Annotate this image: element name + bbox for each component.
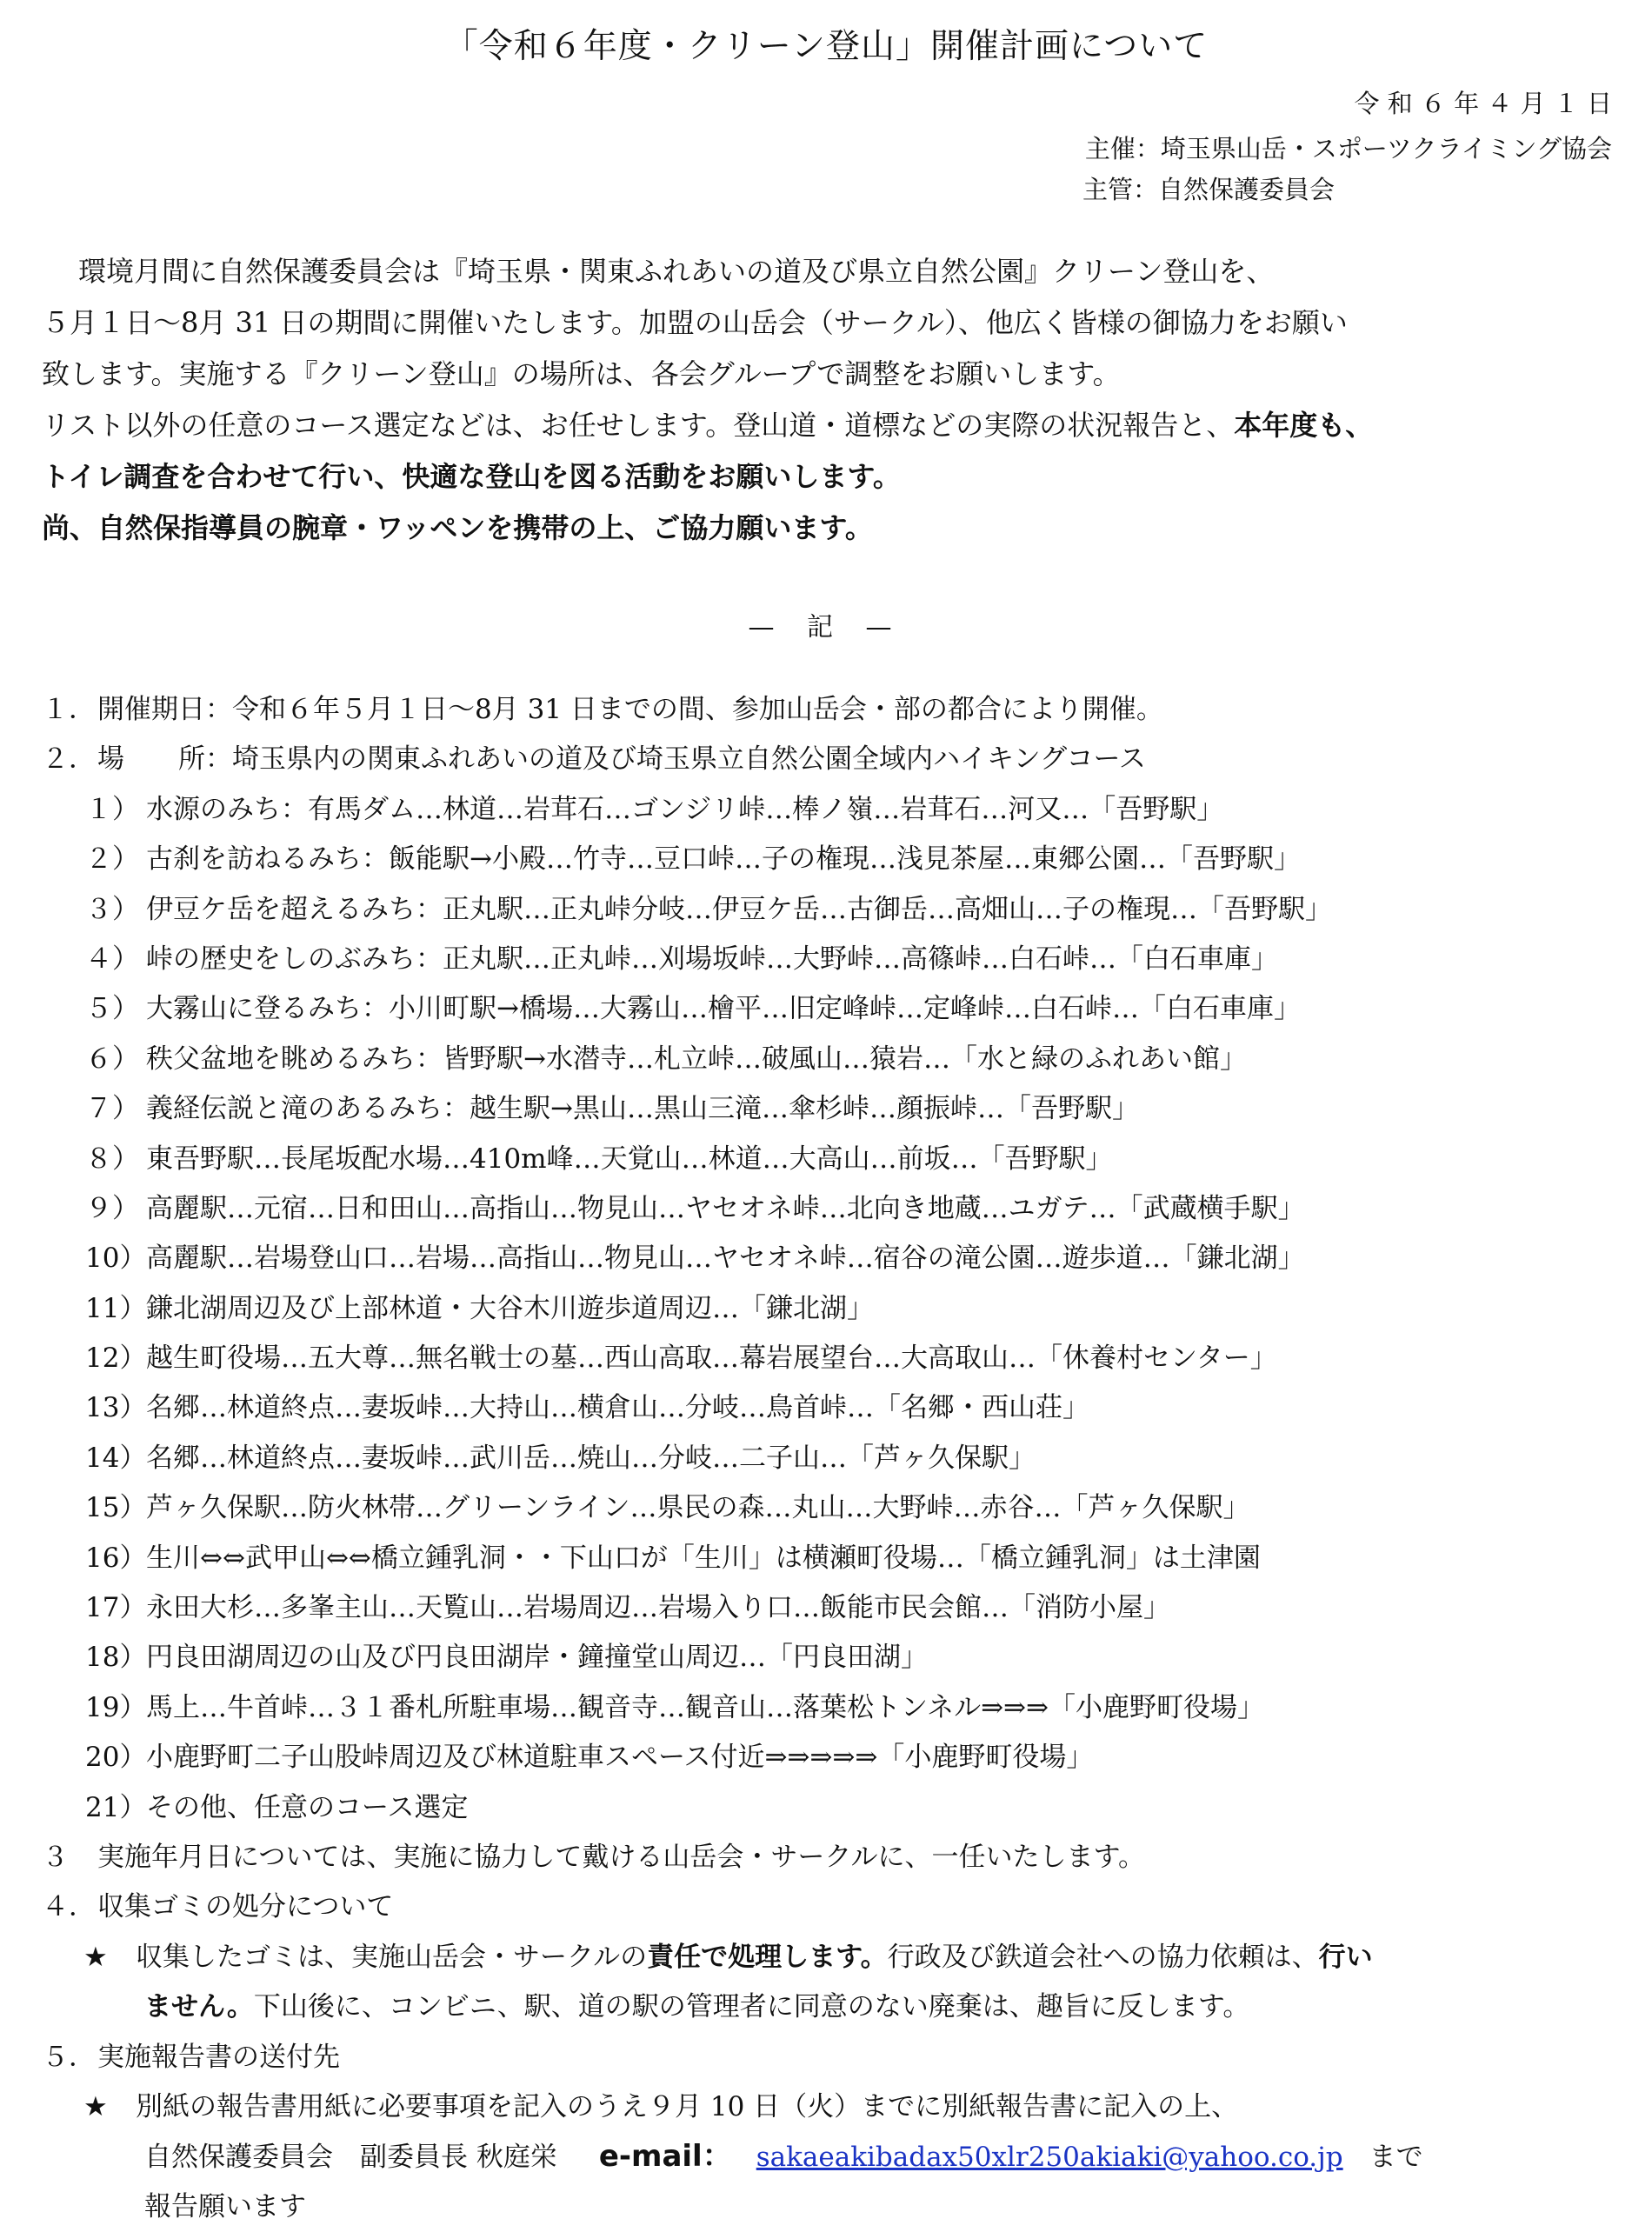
course-number: １） — [85, 793, 139, 825]
course-text: 小鹿野町二子山股峠周辺及び林道駐車スペース付近⇒⇒⇒⇒⇒「小鹿野町役場」 — [146, 1742, 1094, 1774]
garbage-text: 行政及び鉄道会社への協力依頼は、 — [887, 1941, 1319, 1973]
course-text: 水源のみち：有馬ダム…林道…岩茸石…ゴンジリ峠…棒ノ嶺…岩茸石…河又…「吾野駅」 — [146, 793, 1224, 825]
intro-line — [42, 400, 1624, 451]
course-number: ２） — [85, 843, 139, 876]
course-item — [42, 1135, 1624, 1184]
course-item — [42, 1583, 1624, 1633]
garbage-bold-text: 行い — [1318, 1941, 1373, 1973]
intro-line: 環境月間に自然保護委員会は『埼玉県・関東ふれあいの道及び県立自然公園』クリーン登山を、 — [78, 255, 1275, 288]
report-closing: 報告願います — [144, 2190, 306, 2222]
course-item — [42, 1534, 1624, 1583]
section-number: ２． — [42, 743, 96, 776]
course-item — [42, 1434, 1624, 1483]
course-number: 12） — [85, 1343, 147, 1375]
section-text: 実施年月日については、実施に協力して戴ける山岳会・サークルに、一任いたします。 — [97, 1841, 1145, 1873]
course-number: ６） — [85, 1043, 139, 1075]
course-number: 11） — [85, 1292, 147, 1324]
course-number: 20） — [85, 1742, 147, 1774]
course-number: 13） — [85, 1392, 147, 1424]
course-text: 大霧山に登るみち：小川町駅→橋場…大霧山…檜平…旧定峰峠…定峰峠…白石峠…「白石車庫」 — [146, 993, 1301, 1025]
section-garbage — [42, 1882, 1624, 1932]
report-text: 別紙の報告書用紙に必要事項を記入のうえ９月 10 日（火）までに別紙報告書に記入の上、 — [136, 2090, 1239, 2122]
course-text: 名郷…林道終点…妻坂峠…大持山…横倉山…分岐…鳥首峠…「名郷・西山荘」 — [146, 1392, 1089, 1424]
course-text: 高麗駅…岩場登山口…岩場…高指山…物見山…ヤセオネ峠…宿谷の滝公園…遊歩道…「鎌北湖」 — [146, 1243, 1305, 1275]
email-link[interactable]: sakaeakibadax50xlr250akiaki@yahoo.co.jp — [756, 2142, 1343, 2174]
course-text: 東吾野駅…長尾坂配水場…410m峰…天覚山…林道…大高山…前坂…「吾野駅」 — [146, 1143, 1113, 1175]
section-report — [42, 2033, 1624, 2082]
course-text: 越生町役場…五大尊…無名戦士の墓…西山高取…幕岩展望台…大高取山…「休養村センター」 — [146, 1343, 1277, 1375]
email-label: e‐mail： — [598, 2139, 732, 2175]
course-text: 義経伝説と滝のあるみち：越生駅→黒山…黒山三滝…傘杉峠…顔振峠…「吾野駅」 — [146, 1093, 1139, 1125]
course-item — [42, 1084, 1624, 1134]
course-number: ５） — [85, 993, 139, 1025]
document-title: 「令和６年度・クリーン登山」開催計画について — [443, 27, 1209, 66]
course-item — [42, 835, 1624, 884]
section-text: 開催期日：令和６年５月１日～8月 31 日までの間、参加山岳会・部の都合により開催。 — [97, 694, 1163, 725]
course-item — [42, 1633, 1624, 1682]
section-number: １． — [42, 694, 96, 725]
course-item — [42, 785, 1624, 835]
course-item — [42, 1733, 1624, 1782]
course-text: 峠の歴史をしのぶみち：正丸駅…正丸峠…刈場坂峠…大野峠…高篠峠…白石峠…「白石車庫」 — [146, 943, 1278, 975]
course-text: 名郷…林道終点…妻坂峠…武川岳…焼山…分岐…二子山…「芦ヶ久保駅」 — [146, 1442, 1036, 1474]
section-text: 収集ゴミの処分について — [97, 1891, 394, 1923]
course-item — [42, 1234, 1624, 1283]
course-text: 永田大杉…多峯主山…天覧山…岩場周辺…岩場入り口…飯能市民会館…「消防小屋」 — [146, 1592, 1170, 1624]
course-number: 19） — [85, 1691, 147, 1723]
garbage-bold-text: 責任で処理します。 — [647, 1941, 888, 1973]
course-number: ８） — [85, 1143, 139, 1175]
course-item — [42, 1284, 1624, 1334]
intro-bold-text: 本年度も、 — [1234, 409, 1374, 442]
report-note — [42, 2082, 1624, 2132]
star-icon: ★ — [83, 2090, 108, 2122]
course-list — [42, 785, 1624, 1833]
section-number: ４． — [42, 1891, 96, 1923]
course-number: 17） — [85, 1592, 147, 1624]
intro-bold-line: 尚、自然保指導員の腕章・ワッペンを携帯の上、ご協力願います。 — [42, 511, 873, 544]
course-number: 10） — [85, 1243, 147, 1275]
intro-text: リスト以外の任意のコース選定などは、お任せします。登山道・道標などの実際の状況報告と、 — [42, 409, 1235, 442]
section-number: ３ — [42, 1841, 69, 1873]
star-icon: ★ — [83, 1941, 108, 1973]
course-item — [42, 885, 1624, 935]
organizer: 主催：埼玉県山岳・スポーツクライミング協会 — [1084, 134, 1612, 163]
garbage-note — [42, 1933, 1624, 1982]
course-item — [42, 1383, 1624, 1433]
course-number: 21） — [85, 1791, 147, 1823]
course-text: 秩父盆地を眺めるみち：皆野駅→水潜寺…札立峠…破風山…猿岩…「水と緑のふれあい館」 — [146, 1043, 1247, 1075]
course-item — [42, 1783, 1624, 1833]
section-location — [42, 735, 1624, 784]
ki-heading: — 記 — — [748, 612, 904, 643]
section-schedule — [42, 1833, 1624, 1882]
report-contact — [42, 2132, 1624, 2182]
course-item — [42, 1683, 1624, 1733]
course-number: 16） — [85, 1542, 147, 1574]
item-list — [42, 685, 1624, 2232]
intro-bold-line: トイレ調査を合わせて行い、快適な登山を図る活動をお願いします。 — [42, 460, 901, 493]
course-number: 14） — [85, 1442, 147, 1474]
garbage-note-continued — [42, 1982, 1624, 2032]
course-item — [42, 1483, 1624, 1533]
course-item — [42, 1035, 1624, 1084]
course-text: 円良田湖周辺の山及び円良田湖岸・鐘撞堂山周辺…「円良田湖」 — [146, 1642, 928, 1674]
course-text: 伊豆ケ岳を超えるみち：正丸駅…正丸峠分岐…伊豆ケ岳…古御岳…高畑山…子の権現…「吾野駅」 — [146, 893, 1332, 925]
section-text: 場 所：埼玉県内の関東ふれあいの道及び埼玉県立自然公園全域内ハイキングコース — [97, 743, 1146, 776]
manager: 主管：自然保護委員会 — [1082, 175, 1612, 204]
section-text: 実施報告書の送付先 — [97, 2041, 340, 2073]
garbage-bold-text: ません。 — [144, 1991, 254, 2023]
course-number: 15） — [85, 1492, 147, 1524]
garbage-text: 下山後に、コンビニ、駅、道の駅の管理者に同意のない廃棄は、趣旨に反します。 — [253, 1991, 1250, 2023]
course-number: ７） — [85, 1093, 139, 1125]
intro-paragraph — [42, 246, 1624, 554]
course-text: 芦ヶ久保駅…防火林帯…グリーンライン…県民の森…丸山…大野峠…赤谷…「芦ヶ久保駅」 — [146, 1492, 1250, 1524]
course-item — [42, 935, 1624, 984]
course-text: 鎌北湖周辺及び上部林道・大谷木川遊歩道周辺…「鎌北湖」 — [146, 1292, 874, 1324]
course-number: 18） — [85, 1642, 147, 1674]
intro-line: ５月１日～8月 31 日の期間に開催いたします。加盟の山岳会（サークル）、他広く皆様の御協力をお願い — [42, 306, 1348, 339]
garbage-text: 収集したゴミは、実施山岳会・サークルの — [136, 1941, 648, 1973]
course-text: 高麗駅…元宿…日和田山…高指山…物見山…ヤセオネ峠…北向き地蔵…ユガテ…「武蔵横手駅」 — [146, 1192, 1305, 1224]
course-item — [42, 1334, 1624, 1383]
section-number: ５． — [42, 2041, 96, 2073]
course-text: 生川⇔⇔武甲山⇔⇔橋立鍾乳洞・・下山口が「生川」は横瀬町役場…「橋立鍾乳洞」は土津園 — [146, 1542, 1261, 1574]
report-text: まで — [1369, 2142, 1423, 2174]
course-text: 古刹を訪ねるみち：飯能駅→小殿…竹寺…豆口峠…子の権現…浅見茶屋…東郷公園…「吾野駅」 — [146, 843, 1301, 876]
course-text: その他、任意のコース選定 — [146, 1791, 469, 1823]
course-item — [42, 1184, 1624, 1234]
course-item — [42, 984, 1624, 1034]
course-text: 馬上…牛首峠…３１番札所駐車場…観音寺…観音山…落葉松トンネル⇒⇒⇒「小鹿野町役場」 — [146, 1691, 1264, 1723]
course-number: ９） — [85, 1192, 139, 1224]
course-number: ３） — [85, 893, 139, 925]
contact-name: 自然保護委員会 副委員長 秋庭栄 — [144, 2142, 557, 2174]
course-number: ４） — [85, 943, 139, 975]
section-dates — [42, 685, 1624, 735]
intro-line: 致します。実施する『クリーン登山』の場所は、各会グループで調整をお願いします。 — [42, 357, 1121, 390]
issue-date: 令 和 ６ 年 ４ 月 １ 日 — [1354, 89, 1612, 118]
